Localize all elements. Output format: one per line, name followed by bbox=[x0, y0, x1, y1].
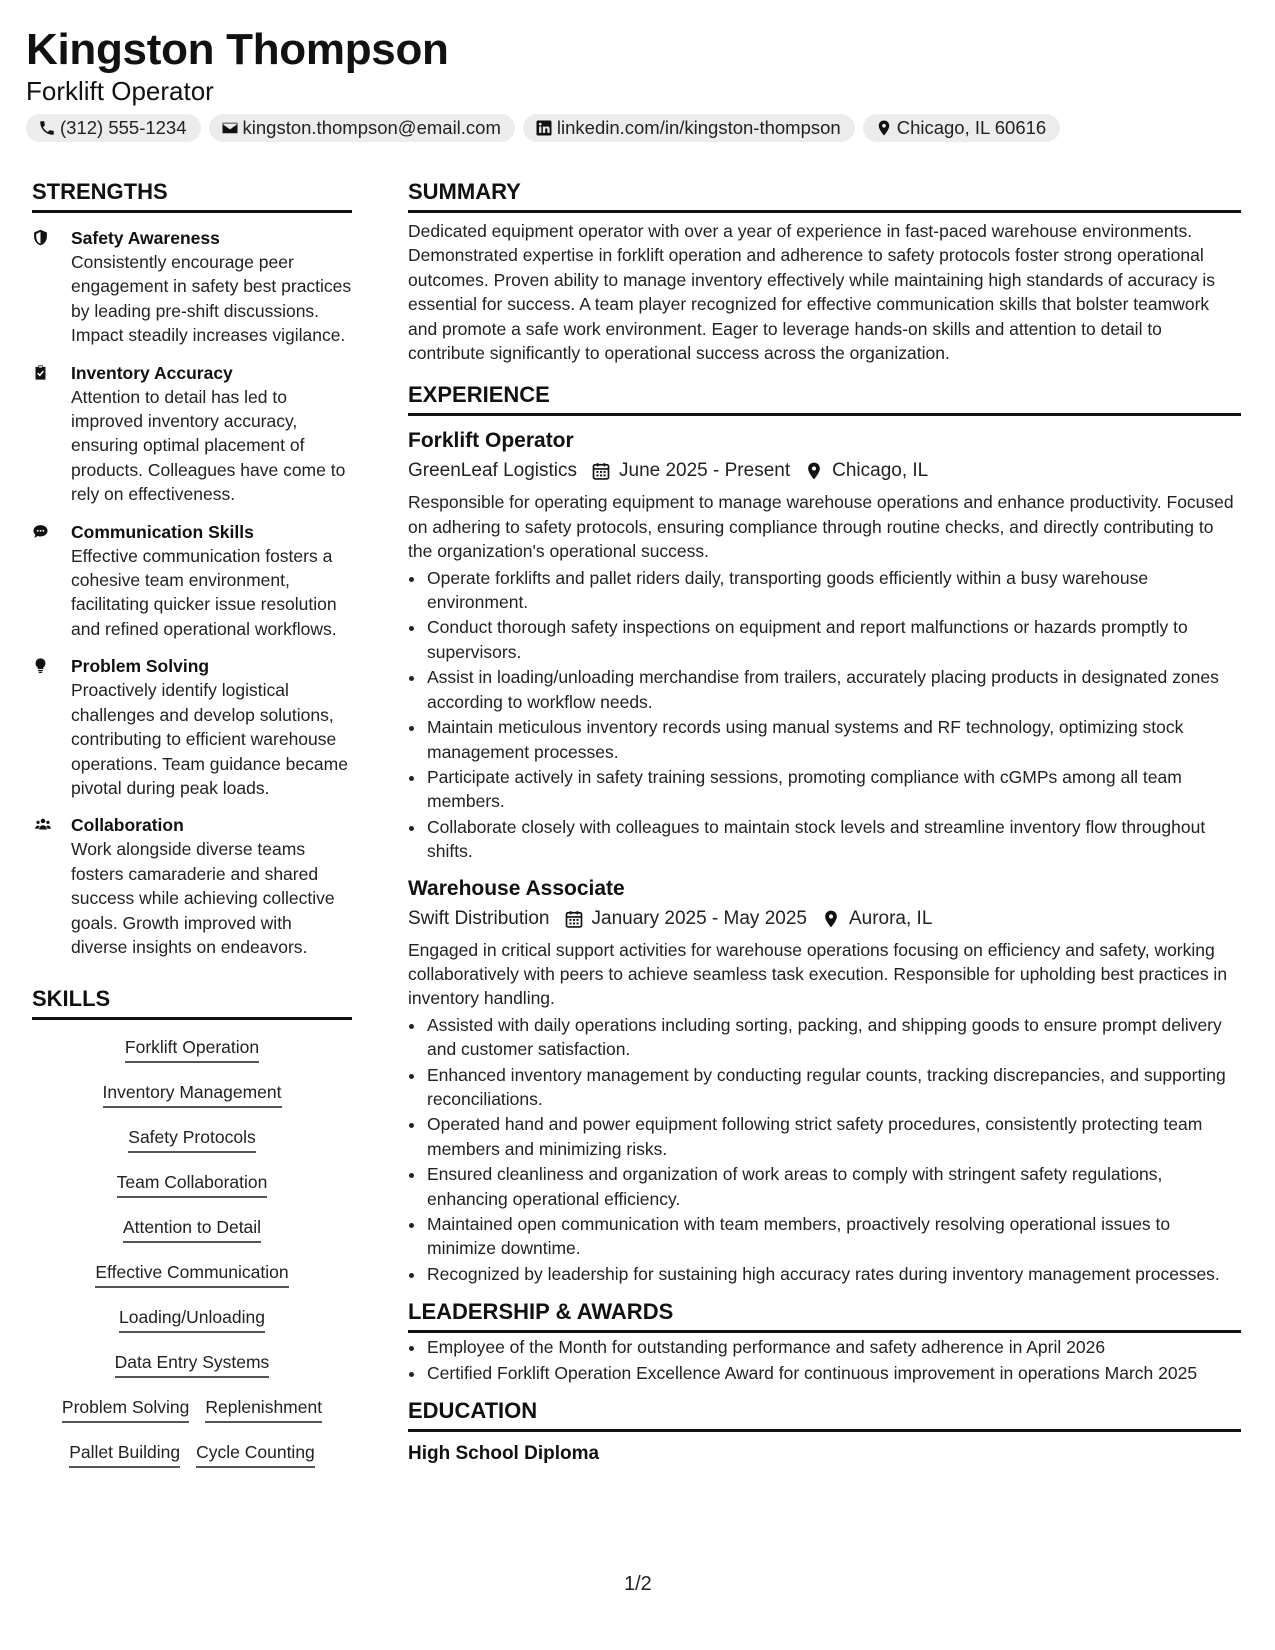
skill-row bbox=[62, 1388, 322, 1433]
contact-bar bbox=[26, 114, 1060, 142]
strength-item bbox=[32, 520, 352, 642]
job-meta bbox=[408, 458, 1241, 484]
job-bullets bbox=[408, 566, 1241, 864]
strengths-heading: STRENGTHS bbox=[32, 178, 352, 213]
strength-item bbox=[32, 226, 352, 348]
award-item: • Certified Forklift Operation Excellence Award for continuous improvement in operations March 2025 bbox=[426, 1361, 1241, 1385]
contact-phone[interactable] bbox=[26, 114, 201, 142]
skill-row bbox=[119, 1298, 265, 1343]
job-bullet: • Assist in loading/unloading merchandise from trailers, accurately placing products in designated zones according to workflow needs. bbox=[426, 665, 1241, 714]
job-meta bbox=[408, 906, 1241, 932]
page-number: 1/2 bbox=[624, 1573, 652, 1595]
clipboard-check-icon bbox=[32, 364, 49, 381]
skill-row bbox=[69, 1433, 315, 1478]
skill-tag: Safety Protocols bbox=[128, 1126, 255, 1153]
envelope-icon bbox=[221, 119, 239, 137]
map-pin-icon bbox=[821, 909, 841, 929]
contact-email-text: kingston.thompson@email.com bbox=[242, 117, 501, 138]
skill-row bbox=[123, 1208, 261, 1253]
strength-description: Consistently encourage peer engagement in safety best practices by leading pre-shift discussions. Impact steadily increases vigilance. bbox=[71, 252, 352, 346]
job-title: Warehouse Associate bbox=[408, 876, 625, 900]
job-dates: January 2025 - May 2025 bbox=[591, 907, 807, 929]
skill-tag: Inventory Management bbox=[103, 1081, 282, 1108]
skill-row bbox=[125, 1028, 259, 1073]
skill-tag: Data Entry Systems bbox=[115, 1351, 270, 1378]
award-item: • Employee of the Month for outstanding performance and safety adherence in April 2026 bbox=[426, 1335, 1241, 1359]
summary-text: Dedicated equipment operator with over a year of experience in fast-paced warehouse environments. Demonstrated expertise in forklift operation and adherence to safety protocols foster strong operational outcomes. Proven ability to manage inventory effectively while maintaining high standards of accuracy is essential for success. A team player recognized for effective communication skills that bolster teamwork and promote a safe work environment. Eager to leverage hands-on skills and attention to detail to contribute significantly to operational success across the organization. bbox=[408, 221, 1216, 364]
skill-tag: Pallet Building bbox=[69, 1441, 180, 1468]
education-degree: High School Diploma bbox=[408, 1443, 600, 1465]
strength-description: Proactively identify logistical challenges and develop solutions, contributing to efficient warehouse operations. Team guidance became pivotal during peak loads. bbox=[71, 680, 348, 798]
skill-row bbox=[115, 1343, 270, 1388]
skill-row bbox=[95, 1253, 288, 1298]
job-location: Chicago, IL bbox=[832, 460, 929, 482]
strength-description: Attention to detail has led to improved inventory accuracy, ensuring optimal placement of products. Colleagues have come to rely on effectiveness. bbox=[71, 386, 346, 505]
job-bullet: • Assisted with daily operations including sorting, packing, and shipping goods to ensure prompt delivery and customer satisfaction. bbox=[426, 1013, 1241, 1062]
job-entry bbox=[408, 428, 1241, 863]
job-bullet: • Collaborate closely with colleagues to maintain stock levels and streamline inventory flow throughout shifts. bbox=[426, 815, 1241, 864]
education-heading: EDUCATION bbox=[408, 1397, 1241, 1432]
job-company: GreenLeaf Logistics bbox=[408, 460, 577, 482]
job-bullet: • Maintained open communication with team members, proactively resolving operational issues to minimize downtime. bbox=[426, 1212, 1241, 1261]
calendar-icon bbox=[591, 461, 611, 481]
job-company: Swift Distribution bbox=[408, 907, 550, 929]
skill-tag: Loading/Unloading bbox=[119, 1306, 265, 1333]
skill-row bbox=[103, 1073, 282, 1118]
users-icon bbox=[32, 816, 54, 833]
strength-title: Safety Awareness bbox=[71, 228, 220, 248]
shield-icon bbox=[32, 229, 49, 246]
contact-location bbox=[863, 114, 1060, 142]
skills-list bbox=[32, 1028, 352, 1478]
strength-item bbox=[32, 813, 352, 959]
candidate-role: Forklift Operator bbox=[26, 76, 214, 106]
strength-item bbox=[32, 361, 352, 507]
candidate-name: Kingston Thompson bbox=[26, 25, 449, 74]
experience-heading: EXPERIENCE bbox=[408, 381, 1241, 416]
strength-title: Inventory Accuracy bbox=[71, 362, 233, 383]
strength-title: Collaboration bbox=[71, 815, 184, 836]
skills-heading: SKILLS bbox=[32, 985, 352, 1020]
leadership-list bbox=[408, 1335, 1241, 1385]
strength-title: Problem Solving bbox=[71, 656, 210, 677]
job-bullet: • Participate actively in safety training sessions, promoting compliance with cGMPs among all team members. bbox=[426, 765, 1241, 814]
job-bullet: • Operated hand and power equipment following strict safety procedures, consistently protecting team members and minimizing risks. bbox=[426, 1112, 1241, 1161]
skill-tag: Replenishment bbox=[205, 1396, 322, 1423]
contact-phone-text: (312) 555-1234 bbox=[60, 117, 187, 138]
left-column bbox=[32, 178, 352, 1478]
skill-tag: Problem Solving bbox=[62, 1396, 189, 1423]
job-bullet: • Recognized by leadership for sustaining high accuracy rates during inventory management processes. bbox=[426, 1262, 1241, 1286]
skill-row bbox=[128, 1118, 255, 1163]
summary-heading: SUMMARY bbox=[408, 178, 1241, 213]
contact-location-text: Chicago, IL 60616 bbox=[896, 117, 1047, 138]
linkedin-icon bbox=[535, 119, 553, 137]
job-bullet: • Ensured cleanliness and organization of work areas to comply with stringent safety regulations, enhancing operational efficiency. bbox=[426, 1162, 1241, 1211]
skill-tag: Attention to Detail bbox=[123, 1216, 261, 1243]
map-pin-icon bbox=[804, 461, 824, 481]
strength-item bbox=[32, 654, 352, 800]
skill-tag: Team Collaboration bbox=[117, 1171, 268, 1198]
leadership-heading: LEADERSHIP & AWARDS bbox=[408, 1298, 1241, 1333]
lightbulb-icon bbox=[32, 657, 49, 674]
map-pin-icon bbox=[875, 119, 893, 137]
strength-title: Communication Skills bbox=[71, 521, 254, 542]
skill-tag: Effective Communication bbox=[95, 1261, 288, 1288]
skill-row bbox=[117, 1163, 268, 1208]
job-bullet: • Enhanced inventory management by conducting regular counts, tracking discrepancies, and supporting reconciliations. bbox=[426, 1063, 1241, 1112]
skill-tag: Forklift Operation bbox=[125, 1036, 259, 1063]
skill-tag: Cycle Counting bbox=[196, 1441, 315, 1468]
contact-email[interactable] bbox=[209, 114, 515, 142]
job-title: Forklift Operator bbox=[408, 429, 574, 453]
job-entry bbox=[408, 876, 1241, 1287]
speech-bubble-icon bbox=[32, 523, 49, 540]
job-location: Aurora, IL bbox=[848, 907, 933, 929]
job-bullet: • Conduct thorough safety inspections on equipment and report malfunctions or hazards promptly to supervisors. bbox=[426, 615, 1241, 664]
phone-icon bbox=[38, 119, 56, 137]
job-dates: June 2025 - Present bbox=[619, 460, 791, 482]
job-description: Responsible for operating equipment to manage warehouse operations and enhance productivity. Focused on adhering to safety protocols, ensuring compliance through routine checks, and directly contributing to the organization's operational success. bbox=[408, 492, 1234, 562]
job-description: Engaged in critical support activities for warehouse operations focusing on efficiency and safety, working collaboratively with peers to achieve seamless task execution. Responsible for upholding best practices in inventory handling. bbox=[408, 939, 1228, 1009]
contact-linkedin-text: linkedin.com/in/kingston-thompson bbox=[556, 117, 841, 138]
contact-linkedin[interactable] bbox=[523, 114, 855, 142]
strength-description: Work alongside diverse teams fosters camaraderie and shared success while achieving collective goals. Growth improved with diverse insights on endeavors. bbox=[71, 839, 335, 957]
calendar-icon bbox=[564, 909, 584, 929]
strength-description: Effective communication fosters a cohesive team environment, facilitating quicker issue resolution and refined operational workflows. bbox=[71, 545, 337, 639]
right-column bbox=[408, 178, 1241, 1466]
job-bullet: • Maintain meticulous inventory records using manual systems and RF technology, optimizing stock management processes. bbox=[426, 715, 1241, 764]
job-bullets bbox=[408, 1013, 1241, 1286]
job-bullet: • Operate forklifts and pallet riders daily, transporting goods efficiently within a busy warehouse environment. bbox=[426, 566, 1241, 615]
